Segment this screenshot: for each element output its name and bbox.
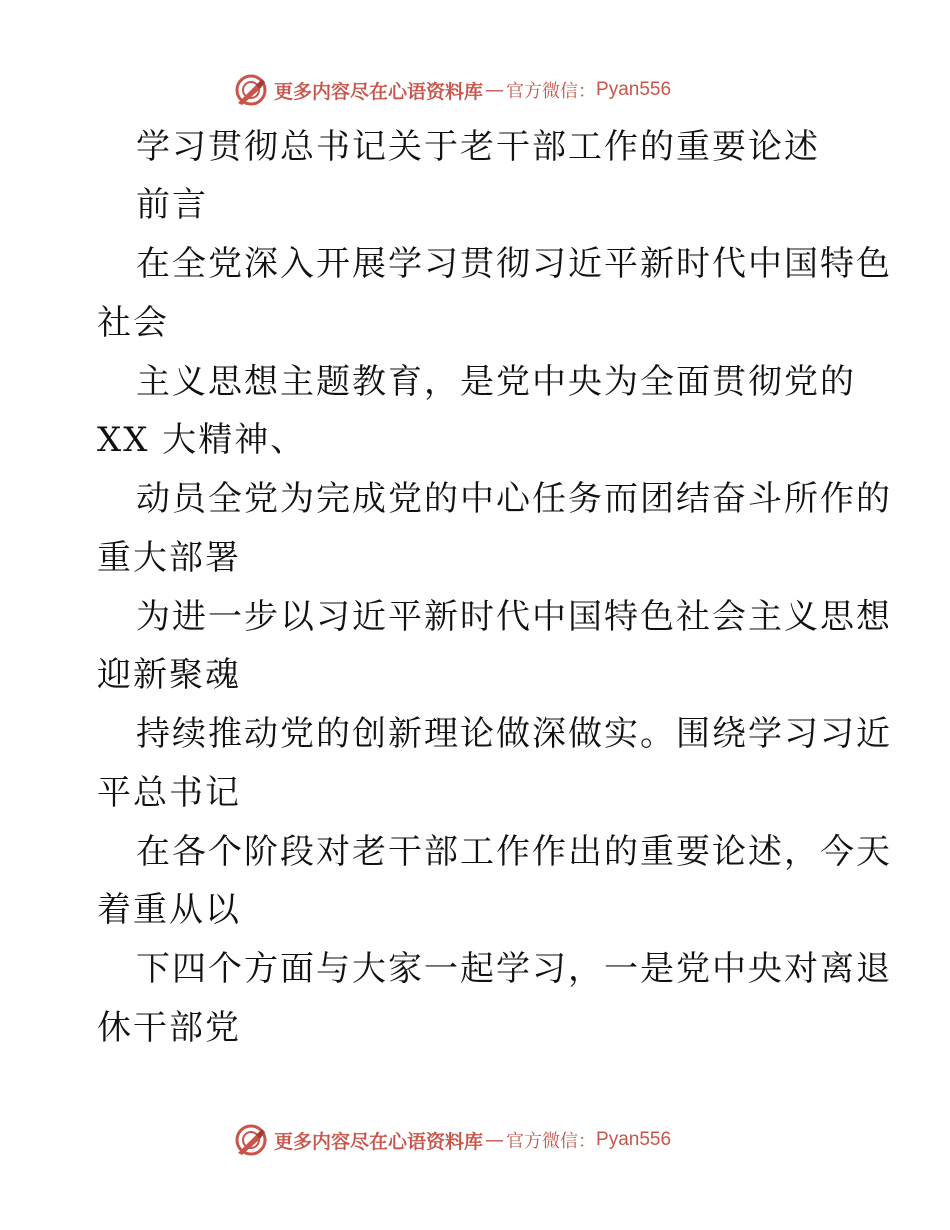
banner-wechat-label: 官方微信：	[506, 1131, 597, 1152]
banner-separator: —	[485, 1129, 505, 1151]
body-line: 动员全党为完成党的中心任务而团结奋斗所作的	[136, 479, 892, 519]
body-line: 为进一步以习近平新时代中国特色社会主义思想	[136, 597, 892, 637]
body-line: 着重从以	[97, 890, 241, 930]
body-line: 在全党深入开展学习贯彻习近平新时代中国特色	[136, 244, 892, 284]
pen-logo-icon	[234, 73, 268, 107]
banner-wechat-label: 官方微信：	[506, 81, 597, 102]
header-banner	[234, 70, 671, 110]
body-line: 重大部署	[97, 538, 241, 578]
body-line: XX 大精神、	[97, 420, 307, 460]
banner-separator: —	[485, 79, 505, 101]
body-line: 社会	[97, 303, 169, 343]
body-line: 主义思想主题教育，是党中央为全面贯彻党的	[136, 362, 856, 402]
pen-logo-icon	[234, 1123, 268, 1157]
body-line: 休干部党	[97, 1008, 241, 1048]
body-line: 迎新聚魂	[97, 655, 241, 695]
banner-slogan: 更多内容尽在心语资料库	[274, 1130, 484, 1153]
footer-banner	[234, 1120, 671, 1160]
body-line: 持续推动党的创新理论做深做实。围绕学习习近	[136, 714, 892, 754]
document-title: 学习贯彻总书记关于老干部工作的重要论述	[136, 127, 820, 167]
banner-wechat-id: Pyan556	[596, 79, 672, 100]
body-line: 在各个阶段对老干部工作作出的重要论述，今天	[136, 832, 892, 872]
preface-heading: 前言	[136, 185, 208, 225]
body-line: 平总书记	[97, 773, 241, 813]
banner-slogan: 更多内容尽在心语资料库	[274, 80, 484, 103]
banner-wechat-id: Pyan556	[596, 1129, 672, 1150]
body-line: 下四个方面与大家一起学习，一是党中央对离退	[136, 949, 892, 989]
